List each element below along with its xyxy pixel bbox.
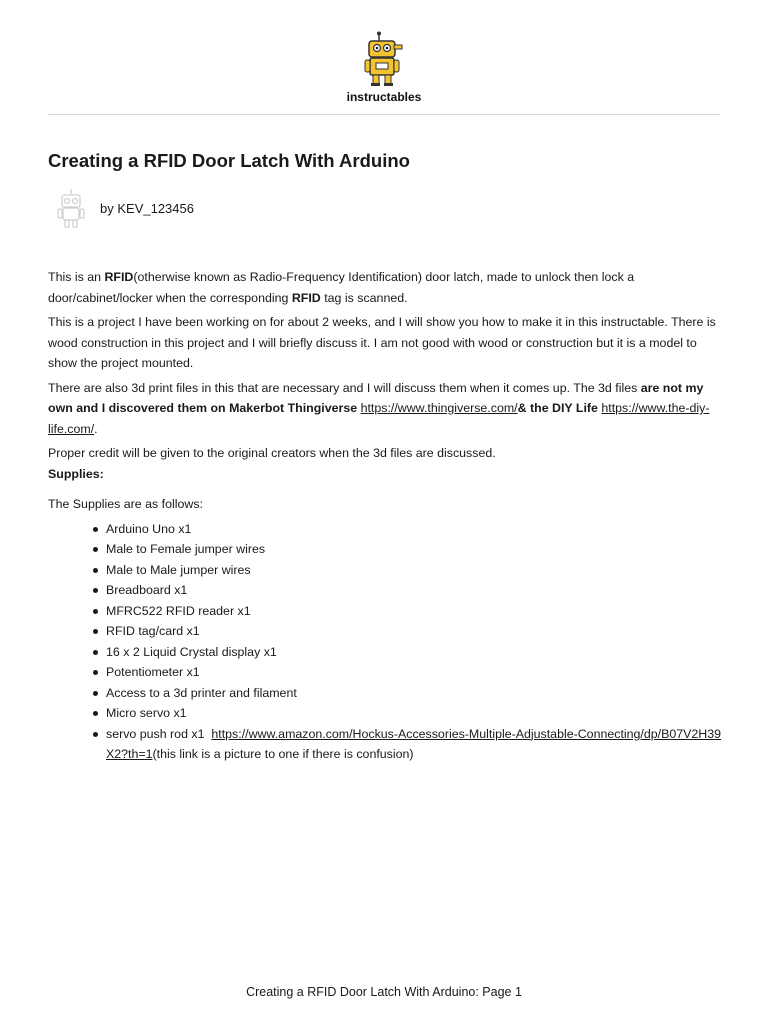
amazon-link[interactable]: https://www.amazon.com/Hockus-Accessories-Multiple-Adjustable-Connecting/dp/B07V2H39X2?th=1 bbox=[106, 726, 722, 761]
author-block bbox=[48, 188, 448, 232]
intro-text: This is an bbox=[48, 270, 105, 284]
list-item-note: (this link is a picture to one if there is confusion) bbox=[152, 747, 414, 761]
list-item: Access to a 3d printer and filament bbox=[106, 683, 722, 704]
supplies-intro: The Supplies are as follows: bbox=[48, 497, 203, 511]
thingiverse-link[interactable]: https://www.thingiverse.com/ bbox=[360, 401, 518, 415]
list-item: MFRC522 RFID reader x1 bbox=[106, 601, 722, 622]
intro-paragraph-4: Proper credit will be given to the original creators when the 3d files are discussed. bbox=[48, 446, 496, 460]
page-footer: Creating a RFID Door Latch With Arduino: Page 1 bbox=[246, 985, 522, 999]
list-item: 16 x 2 Liquid Crystal display x1 bbox=[106, 642, 722, 663]
author-name[interactable]: KEV_123456 bbox=[117, 201, 194, 216]
page-title: Creating a RFID Door Latch With Arduino bbox=[48, 150, 410, 171]
intro-text: tag is scanned. bbox=[320, 290, 408, 305]
list-item: Micro servo x1 bbox=[106, 703, 722, 724]
robot-avatar-icon[interactable] bbox=[54, 188, 88, 230]
bold-credit: are not my own and I discovered them on Makerbot Thingiverse bbox=[48, 380, 704, 415]
header bbox=[0, 30, 768, 104]
list-item: RFID tag/card x1 bbox=[106, 621, 722, 642]
list-item: Male to Male jumper wires bbox=[106, 560, 722, 581]
intro-text: (otherwise known as Radio-Frequency Identification) door latch, made to unlock then lock a door/cabinet/locker when the corresponding bbox=[48, 270, 635, 305]
author-byline bbox=[100, 201, 194, 216]
list-item bbox=[106, 724, 722, 765]
intro-text: There are also 3d print files in this that are necessary and I will discuss them when it comes up. The 3d files bbox=[48, 380, 641, 395]
list-item: Male to Female jumper wires bbox=[106, 539, 722, 560]
intro-paragraph-2: This is a project I have been working on for about 2 weeks, and I will show you how to make it in this instructable. There is wood construction in this project and I will briefly discuss it. I am not good with wood or construction but it is a model to show the project mounted. bbox=[48, 315, 716, 370]
supplies-list bbox=[48, 519, 722, 765]
bold-term: RFID bbox=[104, 270, 134, 284]
bold-credit: & the DIY Life bbox=[517, 401, 598, 415]
instructables-robot-logo[interactable] bbox=[354, 30, 414, 88]
header-divider bbox=[48, 114, 720, 115]
intro-text: . bbox=[94, 421, 98, 436]
list-item: Breadboard x1 bbox=[106, 580, 722, 601]
intro-paragraph-3 bbox=[48, 378, 722, 440]
list-item: Potentiometer x1 bbox=[106, 662, 722, 683]
diy-life-link[interactable]: https://www.the-diy-life.com/ bbox=[48, 401, 710, 436]
list-item: Arduino Uno x1 bbox=[106, 519, 722, 540]
bold-term: RFID bbox=[291, 290, 321, 305]
article-body bbox=[48, 267, 722, 765]
list-item-text: servo push rod x1 bbox=[106, 726, 205, 741]
brand-name[interactable]: instructables bbox=[346, 90, 422, 104]
supplies-heading: Supplies: bbox=[48, 466, 104, 481]
author-prefix: by bbox=[100, 201, 114, 216]
intro-paragraph-1 bbox=[48, 267, 722, 308]
